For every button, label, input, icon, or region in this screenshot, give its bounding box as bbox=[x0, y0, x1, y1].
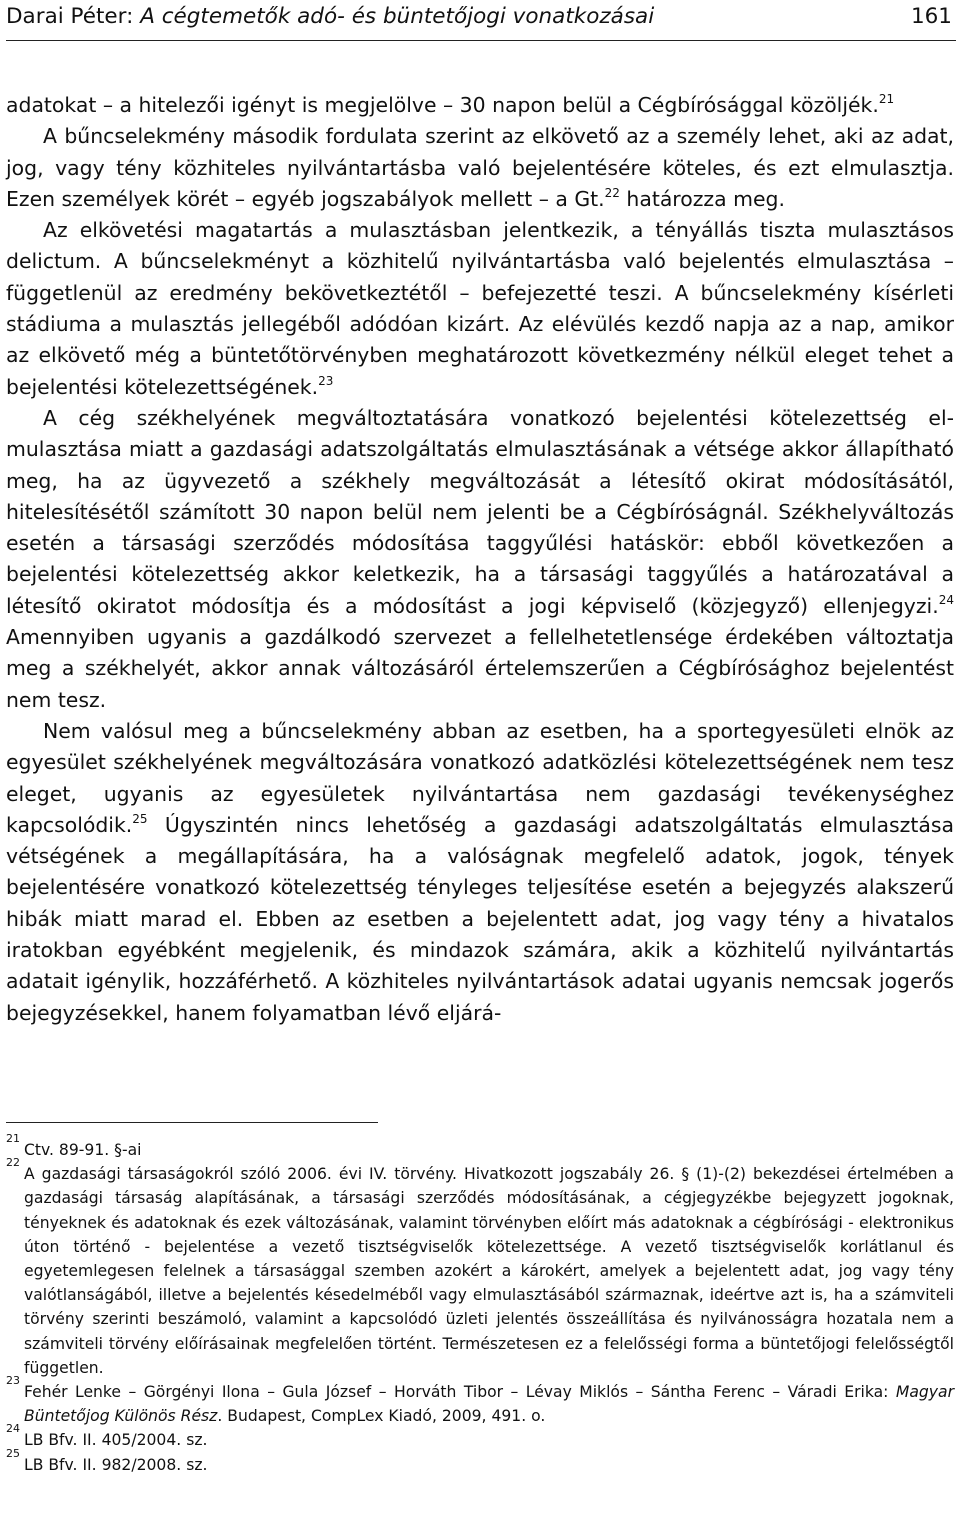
paragraph-5-text: Nem valósul meg a bűncselekmény abban az esetben, ha a sportegyesületi elnök az egyesület székhelyének megváltozására vonatkozó adatközlési kötelezettségének nem tesz eleget, ugyanis az egyesületek nyilvántartása nem gazdasági tevékenységhez kapcsolódik. bbox=[6, 718, 954, 837]
footnote-mark: 25 bbox=[6, 1446, 20, 1460]
footnote-mark: 22 bbox=[6, 1156, 20, 1170]
footnote-text: A gazdasági társaságokról szóló 2006. évi IV. törvény. Hivatkozott jogszabály 26. § (1)-(2) bekezdései értelmében a gazdasági társaság alapításának, a társasági szerződés módosításának, a cégjegyzékbe bejegyzett jogoknak, tényeknek és adatoknak és ezek változásának, valamint törvényben előírt más adatoknak a cégbírósági - elektronikus úton történő - bejelentése a vezető tisztségviselők kötelezettsége. A vezető tisztségviselők korlátlanul és egyetemlegesen felelnek a társasággal szemben azokért a károkért, amelyek a bejelentett adat, jog vagy tény valótlanságából, illetve a bejelentés késedelméből vagy elmulasztásából származnak, ideértve azt is, ha a számviteli törvény szerinti beszámoló, valamint a kapcsolódó üzleti jelentés összeállítása és nyilvánosságra hozatala nem a számviteli törvény előírásainak megfelelően történt. Természetesen ez a felelősségi forma a büntetőjogi felelősségtől független. bbox=[24, 1165, 954, 1377]
footnote-ref-23[interactable]: 23 bbox=[318, 373, 334, 388]
footnote-ref-21[interactable]: 21 bbox=[878, 92, 895, 106]
paragraph-3 bbox=[6, 215, 954, 403]
page-number: 161 bbox=[910, 4, 952, 29]
paragraph-5 bbox=[6, 716, 954, 1029]
header-title: A cégtemetők adó- és büntetőjogi vonatkozásai bbox=[140, 4, 655, 29]
footnote-ref-24[interactable]: 24 bbox=[938, 592, 954, 607]
footnote-mark: 23 bbox=[6, 1374, 20, 1388]
footnote-text: Ctv. 89-91. §-ai bbox=[24, 1141, 142, 1159]
paragraph-1 bbox=[6, 90, 954, 121]
paragraph-2-text-end: határozza meg. bbox=[619, 186, 785, 211]
footnote-text: Fehér Lenke – Görgényi Ilona – Gula József – Horváth Tibor – Lévay Miklós – Sántha Ferenc – Váradi Erika: bbox=[24, 1383, 896, 1402]
footnote-mark: 21 bbox=[6, 1132, 20, 1145]
header-author: Darai Péter: bbox=[6, 4, 141, 29]
paragraph-5-text-end: Úgyszintén nincs lehetőség a gazdasági adatszolgáltatás elmulasztása vétségének a megállapítására, ha a valóságnak megfelelő adatok, jogok, tények bejelentésére vonatkozó kötelezettség tényleges teljesítése esetén a bejegyzés alakszerű hibák miatt marad el. Ebben az esetben a bejelentett adat, jog vagy tény a hivatalos iratokban egyébként megjelenik, és mindazok számára, akik a közhitelű nyilvántartás adatait igénylik, hozzáférhető. A közhiteles nyilvántartások adatai ugyanis nemcsak jogerős bejegyzésekkel, hanem folyamatban lévő eljárá- bbox=[6, 812, 954, 1025]
paragraph-3-text: Az elkövetési magatartás a mulasztásban jelentkezik, a tényállás tiszta mulasztásos delictum. A bűncselekményt a közhitelű nyilvántartásba való bejelentés elmulasztása – függetlenül az eredmény bekövetkeztétől – befejezetté teszi. A bűncselekmény kísérleti stádiuma a mulasztás jellegéből adódóan kizárt. Az elévülés kezdő napja az a nap, amikor az elkövető még a büntetőtörvényben meghatározott következmény nélkül eleget tehet a bejelentési kötelezettségének. bbox=[6, 218, 954, 399]
footnote-23 bbox=[6, 1374, 954, 1428]
running-header bbox=[6, 0, 956, 41]
header-title-line bbox=[6, 4, 654, 29]
paragraph-1-text: adatokat – a hitelezői igényt is megjelölve – 30 napon belül a Cégbírósággal közöljék. bbox=[6, 93, 879, 117]
paragraph-2-text: A bűncselekmény második fordulata szerint az elkövető az a személy lehet, aki az adat, jog, vagy tény közhiteles nyilvántartásba való bejelentésére köteles, és ezt elmulasztja. Ezen személyek körét – egyéb jogszabályok mellett – a Gt. bbox=[6, 124, 954, 211]
footnote-text: LB Bfv. II. 405/2004. sz. bbox=[24, 1431, 208, 1450]
footnotes bbox=[6, 1132, 954, 1477]
footnote-separator bbox=[6, 1122, 378, 1123]
footnote-book-title: Magyar Büntetőjog Különös Rész bbox=[24, 1383, 954, 1426]
footnote-24 bbox=[6, 1422, 954, 1452]
footnote-text: LB Bfv. II. 982/2008. sz. bbox=[24, 1455, 208, 1474]
footnote-ref-22[interactable]: 22 bbox=[604, 185, 620, 200]
main-text bbox=[6, 90, 954, 1029]
footnote-mark: 24 bbox=[6, 1422, 20, 1436]
footnote-22 bbox=[6, 1156, 954, 1380]
paragraph-4-text: A cég székhelyének megváltoztatására vonatkozó bejelentési kötelezettség elmulasztása miatt a gazdasági adatszolgáltatás elmulasztásának a vétsége akkor állapítható meg, ha az ügyvezető a székhely megváltozását a létesítő okirat módosításától, hitelesítésétől számított 30 napon belül nem jelenti be a Cégbíróságnál. Székhelyváltozás esetén a társasági szerződés módosítása taggyűlési hatáskör: ebből következően a bejelentési kötelezettség akkor keletkezik, ha a társasági taggyűlés a határozatával a létesítő okiratot módosítja és a módosítást a jogi képviselő (közjegyző) ellenjegyzi. bbox=[6, 405, 954, 618]
footnote-ref-25[interactable]: 25 bbox=[132, 811, 148, 826]
footnote-25 bbox=[6, 1446, 954, 1477]
footnote-21 bbox=[6, 1132, 954, 1162]
paragraph-2 bbox=[6, 121, 954, 215]
footnote-text-end: . Budapest, CompLex Kiadó, 2009, 491. o. bbox=[217, 1407, 546, 1426]
paragraph-4 bbox=[6, 403, 954, 716]
paragraph-4-text-end: Amennyiben ugyanis a gazdálkodó szervezet a fellelhetetlensége érdekében változtatja meg a székhelyét, akkor annak változásáról értelemszerűen a Cégbírósághoz bejelentést nem tesz. bbox=[6, 625, 954, 712]
